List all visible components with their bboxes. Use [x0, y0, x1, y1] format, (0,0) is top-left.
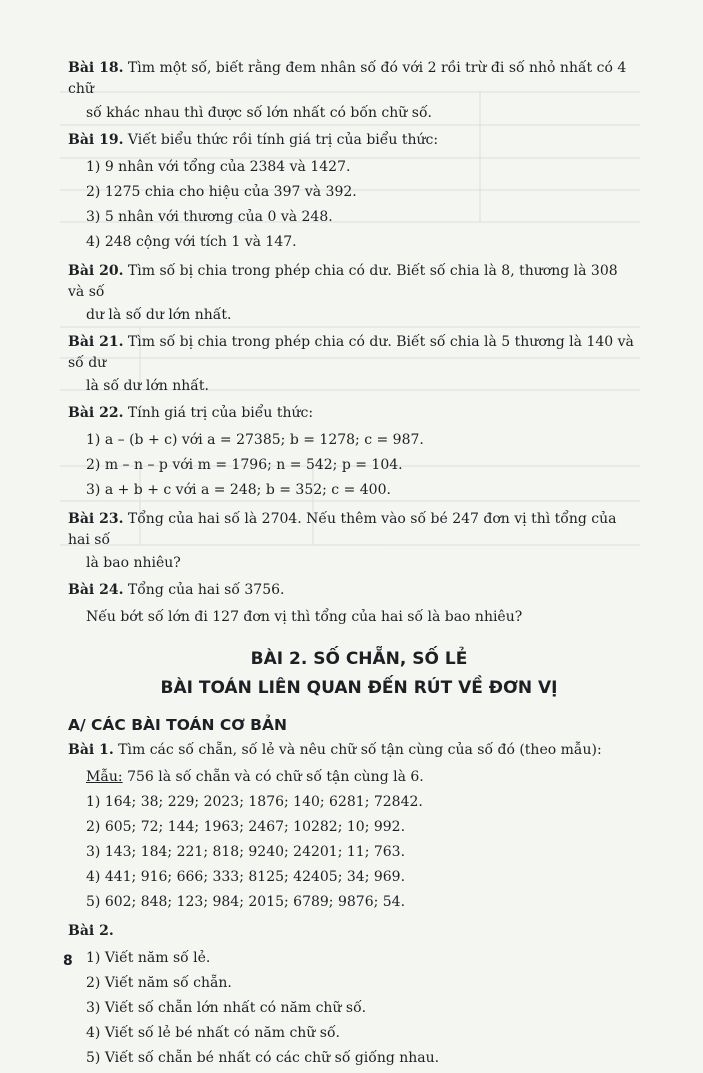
exercise-label: Bài 21.: [68, 334, 124, 350]
list-item: 5) Viết số chẵn bé nhất có các chữ số giống nhau.: [86, 1050, 440, 1066]
exercise-19: [68, 130, 638, 151]
list-item: 3) 143; 184; 221; 818; 9240; 24201; 11; 763.: [86, 844, 406, 860]
exercise-text: Tính giá trị của biểu thức:: [123, 405, 314, 421]
list-item: 1) 164; 38; 229; 2023; 1876; 140; 6281; 72842.: [86, 794, 423, 810]
exercise-label: Bài 2.: [68, 923, 114, 939]
exercise-label: Bài 20.: [68, 263, 124, 279]
exercise-20-continuation: dư là số dư lớn nhất.: [86, 307, 232, 323]
list-item: 1) 9 nhân với tổng của 2384 và 1427.: [86, 159, 351, 175]
exercise-18: [68, 58, 638, 100]
lesson-title: BÀI 2. SỐ CHẴN, SỐ LẺ: [250, 649, 468, 669]
exercise-text: Viết biểu thức rồi tính giá trị của biểu thức:: [123, 132, 439, 148]
list-item: 5) 602; 848; 123; 984; 2015; 6789; 9876; 54.: [86, 894, 406, 910]
exercise-text: Tổng của hai số 3756.: [123, 582, 285, 598]
exercise-21: [68, 332, 638, 374]
exercise-text: Tìm số bị chia trong phép chia có dư. Biết số chia là 8, thương là 308 và số: [68, 263, 618, 300]
exercise-24: [68, 580, 638, 601]
list-item: 3) 5 nhân với thương của 0 và 248.: [86, 209, 333, 225]
list-item: 2) 1275 chia cho hiệu của 397 và 392.: [86, 184, 357, 200]
exercise-label: Bài 22.: [68, 405, 124, 421]
page-number: 8: [63, 953, 73, 969]
sample-line: [86, 767, 638, 788]
exercise-text: Tổng của hai số là 2704. Nếu thêm vào số bé 247 đơn vị thì tổng của hai số: [68, 511, 617, 548]
list-item: 4) Viết số lẻ bé nhất có năm chữ số.: [86, 1025, 340, 1041]
exercise-text: Tìm một số, biết rằng đem nhân số đó với 2 rồi trừ đi số nhỏ nhất có 4 chữ: [68, 60, 627, 97]
list-item: 2) 605; 72; 144; 1963; 2467; 10282; 10; 992.: [86, 819, 406, 835]
list-item: 4) 441; 916; 666; 333; 8125; 42405; 34; 969.: [86, 869, 406, 885]
exercise-20: [68, 261, 638, 303]
lesson-subtitle: BÀI TOÁN LIÊN QUAN ĐẾN RÚT VỀ ĐƠN VỊ: [160, 678, 558, 698]
list-item: 3) a + b + c với a = 248; b = 352; c = 400.: [86, 482, 391, 498]
list-item: 1) Viết năm số lẻ.: [86, 950, 211, 966]
exercise-label: Bài 18.: [68, 60, 124, 76]
exercise-22: [68, 403, 638, 424]
exercise-label: Bài 1.: [68, 742, 114, 758]
exercise-label: Bài 23.: [68, 511, 124, 527]
exercise-23-continuation: là bao nhiêu?: [86, 555, 181, 571]
exercise-label: Bài 24.: [68, 582, 124, 598]
exercise-24-continuation: Nếu bớt số lớn đi 127 đơn vị thì tổng của hai số là bao nhiêu?: [86, 609, 523, 625]
list-item: 2) Viết năm số chẵn.: [86, 975, 232, 991]
exercise-23: [68, 509, 638, 551]
list-item: 2) m – n – p với m = 1796; n = 542; p = 104.: [86, 457, 403, 473]
list-item: 3) Viết số chẵn lớn nhất có năm chữ số.: [86, 1000, 367, 1016]
sample-text: 756 là số chẵn và có chữ số tận cùng là 6.: [122, 769, 424, 785]
exercise-18-continuation: số khác nhau thì được số lớn nhất có bốn chữ số.: [86, 105, 432, 121]
lesson-exercise-2: [68, 921, 638, 942]
exercise-label: Bài 19.: [68, 132, 124, 148]
exercise-21-continuation: là số dư lớn nhất.: [86, 378, 209, 394]
section-heading: A/ CÁC BÀI TOÁN CƠ BẢN: [68, 716, 287, 734]
exercise-text: Tìm số bị chia trong phép chia có dư. Biết số chia là 5 thương là 140 và số dư: [68, 334, 634, 371]
sample-label: Mẫu:: [86, 769, 123, 785]
exercise-text: Tìm các số chẵn, số lẻ và nêu chữ số tận cùng của số đó (theo mẫu):: [113, 742, 602, 758]
list-item: 1) a – (b + c) với a = 27385; b = 1278; c = 987.: [86, 432, 424, 448]
lesson-exercise-1: [68, 740, 638, 761]
page-content: [68, 58, 638, 1073]
list-item: 4) 248 cộng với tích 1 và 147.: [86, 234, 297, 250]
